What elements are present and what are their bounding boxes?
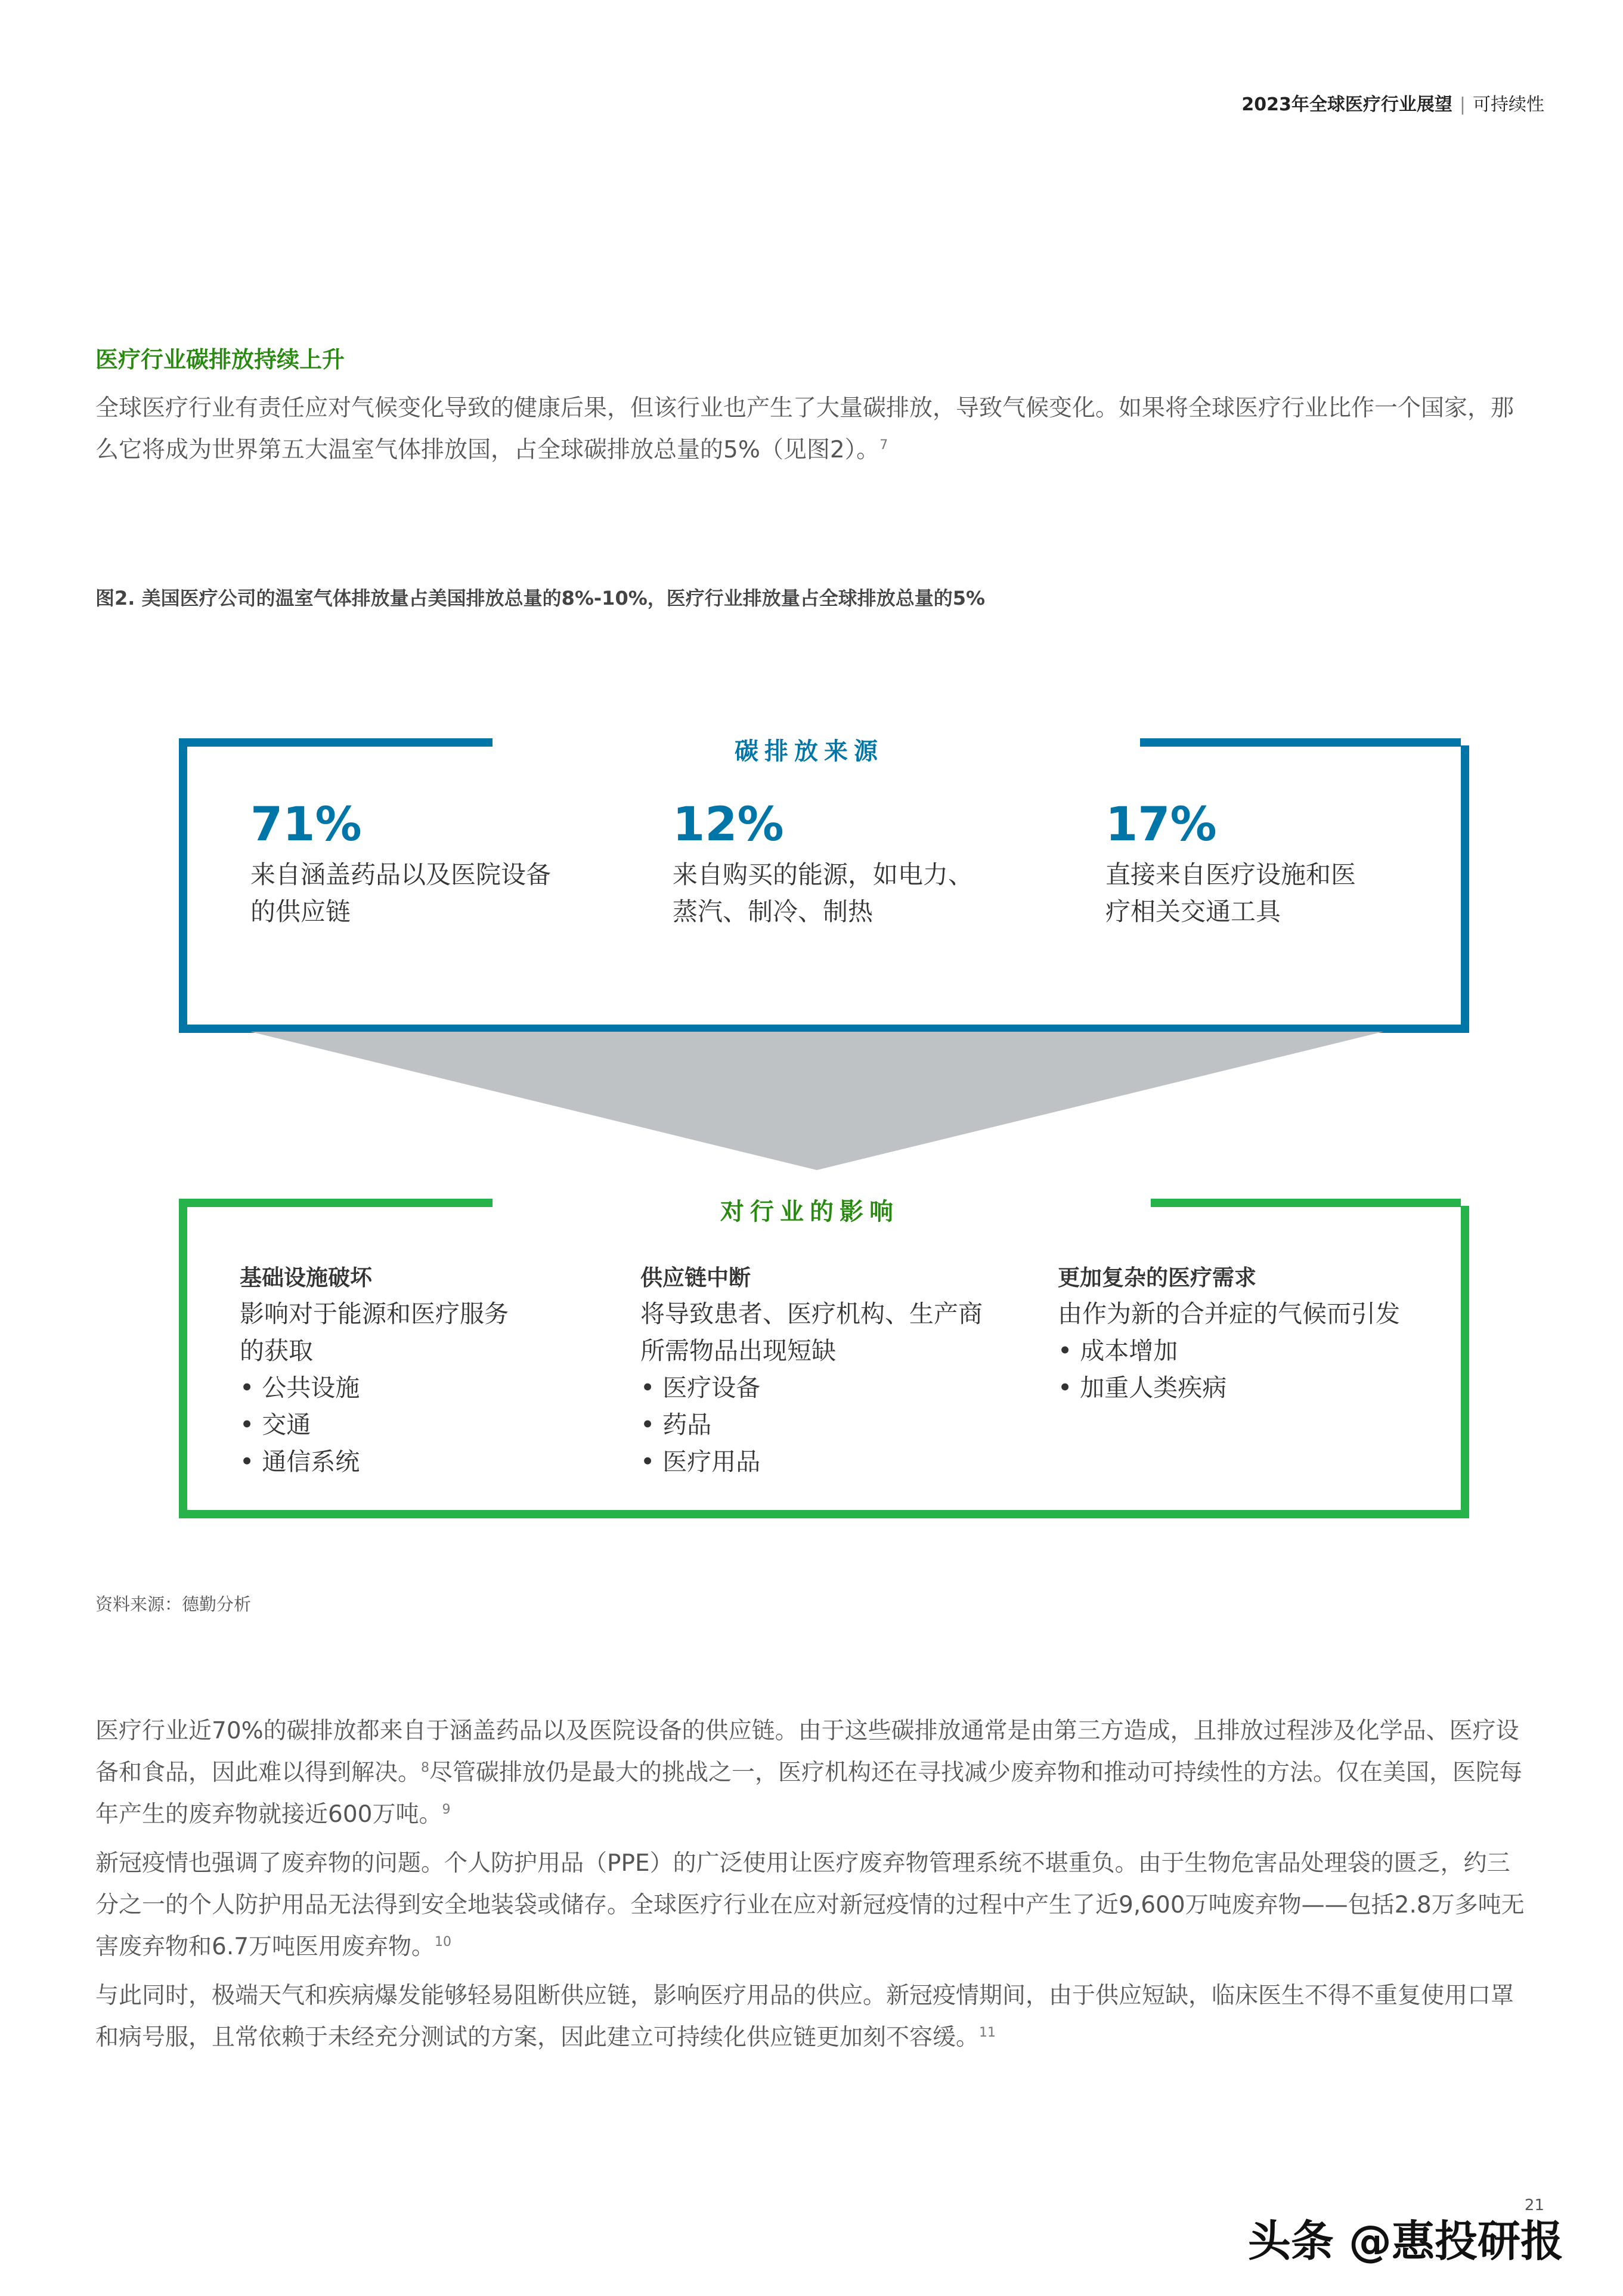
impact-item-medical-demand — [1058, 1260, 1439, 1406]
body-text: 与此同时，极端天气和疾病爆发能够轻易阻断供应链，影响医疗用品的供应。新冠疫情期间，由于供应短缺，临床医生不得不重复使用口罩和病号服，且常依赖于未经充分测试的方案，因此建立可持续化供应链更加刻不容缓。 — [95, 1982, 1514, 2051]
impact-bullet-list — [240, 1369, 609, 1480]
source-pct: 12% — [673, 798, 784, 852]
sources-label: 碳排放来源 — [735, 738, 884, 765]
intro-paragraph — [95, 388, 1532, 471]
impact-item-infrastructure — [240, 1260, 609, 1480]
section-title: 医疗行业碳排放持续上升 — [95, 346, 345, 373]
watermark: 头条 @惠投研报 — [1247, 2216, 1563, 2266]
impact-bullet: • 交通 — [240, 1406, 609, 1443]
impact-item-supply-chain — [640, 1260, 1046, 1480]
source-note: 资料来源：德勤分析 — [95, 1594, 252, 1614]
running-header — [1241, 89, 1544, 116]
impact-bullet: • 通信系统 — [240, 1443, 609, 1480]
source-pct: 71% — [250, 798, 362, 852]
source-item-energy — [673, 798, 1042, 930]
funnel-arrow — [250, 1032, 1383, 1170]
source-desc-line: 来自购买的能源，如电力、 — [673, 860, 974, 889]
intro-text: 全球医疗行业有责任应对气候变化导致的健康后果，但该行业也产生了大量碳排放，导致气候变化。如果将全球医疗行业比作一个国家，那么它将成为世界第五大温室气体排放国，占全球碳排放总量的5%（见图2）。 — [95, 395, 1514, 463]
source-desc-line: 蒸汽、制冷、制热 — [673, 897, 874, 926]
impact-bullet-list — [640, 1369, 1046, 1480]
header-divider: | — [1459, 94, 1466, 115]
source-desc-line: 疗相关交通工具 — [1105, 897, 1281, 926]
impact-box-top-right — [1151, 1199, 1461, 1207]
source-pct: 17% — [1105, 798, 1217, 852]
impact-bullet: • 医疗用品 — [640, 1443, 1046, 1480]
body-text: 医疗行业近70%的碳排放都来自于涵盖药品以及医院设备的供应链。由于这些碳排放通常是由第三方造成，且排放过程涉及化学品、医疗设备和食品，因此难以得到解决。 — [95, 1718, 1519, 1786]
figure-title: 图2. 美国医疗公司的温室气体排放量占美国排放总量的8%-10%，医疗行业排放量占全球排放总量的5% — [95, 587, 986, 609]
body-text: 尽管碳排放仍是最大的挑战之一，医疗机构还在寻找减少废弃物和推动可持续性的方法。仅在美国，医院每年产生的废弃物就接近600万吨。 — [95, 1759, 1523, 1828]
impact-bullet: • 加重人类疾病 — [1058, 1369, 1439, 1406]
impact-box-top-left — [179, 1199, 493, 1207]
impact-desc-line: 影响对于能源和医疗服务 — [240, 1299, 509, 1328]
impact-desc-line: 由作为新的合并症的气候而引发 — [1058, 1299, 1400, 1328]
impact-bullet-list — [1058, 1332, 1439, 1406]
footnote-ref: 8 — [421, 1760, 430, 1775]
footnote-ref: 10 — [435, 1935, 452, 1950]
body-paragraph-2 — [95, 1843, 1532, 1968]
source-item-supply-chain — [250, 798, 620, 930]
impact-desc-line: 将导致患者、医疗机构、生产商 — [640, 1299, 983, 1328]
impact-bullet: • 公共设施 — [240, 1369, 609, 1406]
body-paragraph-1 — [95, 1710, 1532, 1836]
impact-bullet: • 成本增加 — [1058, 1332, 1439, 1369]
sources-box-top-right — [1140, 738, 1461, 747]
footnote-ref: 9 — [442, 1802, 451, 1817]
report-title: 2023年全球医疗行业展望 — [1241, 94, 1452, 115]
sources-box-top-left — [179, 738, 493, 747]
source-desc-line: 来自涵盖药品以及医院设备 — [250, 860, 552, 889]
body-paragraph-3 — [95, 1975, 1532, 2059]
impact-title: 基础设施破坏 — [240, 1265, 372, 1291]
header-section: 可持续性 — [1473, 94, 1544, 115]
impact-bullet: • 药品 — [640, 1406, 1046, 1443]
impact-desc-line: 的获取 — [240, 1336, 313, 1365]
impact-bullet: • 医疗设备 — [640, 1369, 1046, 1406]
body-text: 新冠疫情也强调了废弃物的问题。个人防护用品（PPE）的广泛使用让医疗废弃物管理系统不堪重负。由于生物危害品处理袋的匮乏，约三分之一的个人防护用品无法得到安全地装袋或储存。全球医疗行业在应对新冠疫情的过程中产生了近9,600万吨废弃物——包括2.8万多吨无害废弃物和6.7万吨医用废弃物。 — [95, 1850, 1525, 1960]
impact-title: 供应链中断 — [640, 1265, 751, 1291]
footnote-ref: 7 — [879, 438, 888, 453]
impact-desc-line: 所需物品出现短缺 — [640, 1336, 836, 1365]
impact-title: 更加复杂的医疗需求 — [1058, 1265, 1256, 1291]
impact-label: 对行业的影响 — [720, 1198, 899, 1226]
funnel-arrow-shape — [250, 1032, 1383, 1170]
source-desc-line: 的供应链 — [250, 897, 351, 926]
source-item-facilities — [1105, 798, 1439, 930]
page-number: 21 — [1524, 2196, 1544, 2214]
footnote-ref: 11 — [979, 2025, 996, 2040]
source-desc-line: 直接来自医疗设施和医 — [1105, 860, 1356, 889]
